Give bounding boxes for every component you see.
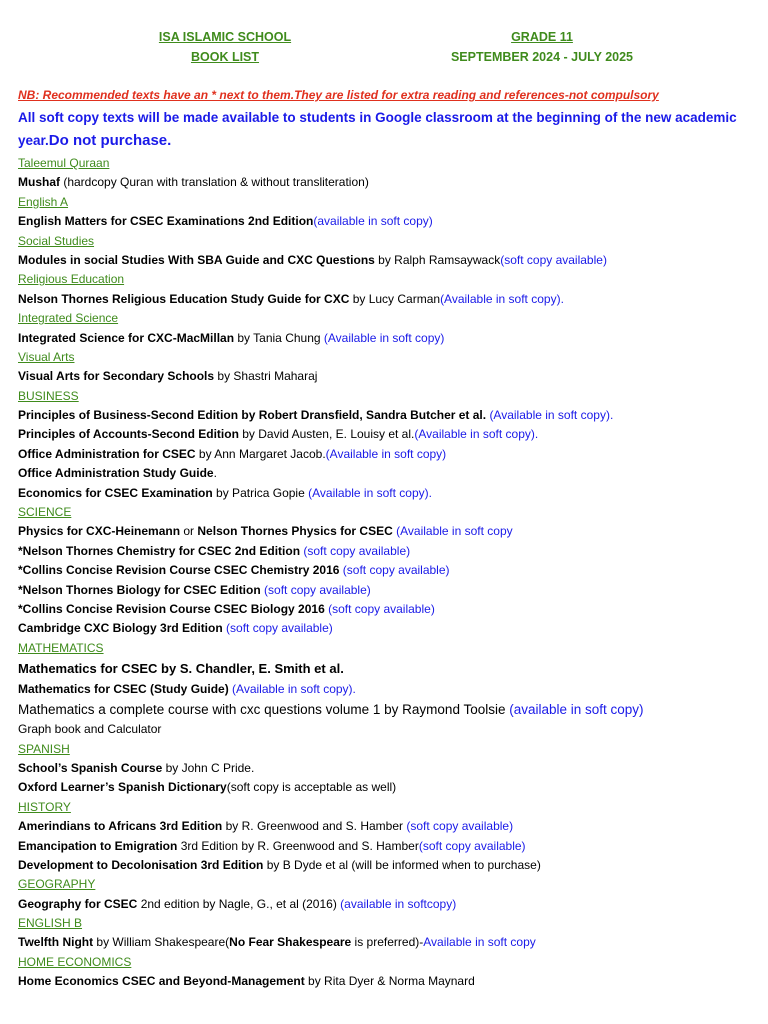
book-title: Principles of Business-Second Edition by Robert Dransfield, Sandra Butcher et al.: [18, 408, 487, 423]
section-business: BUSINESS: [18, 388, 79, 403]
availability-note: (available in soft copy): [509, 701, 644, 717]
section-home-economics: HOME ECONOMICS: [18, 954, 132, 969]
availability-note: Available in soft copy: [423, 935, 536, 950]
preferred-note: is preferred)-: [351, 935, 424, 950]
book-entry: [18, 619, 758, 638]
book-entry: [18, 425, 758, 444]
book-entry: [18, 837, 758, 856]
book-title: Visual Arts for Secondary Schools: [18, 369, 215, 384]
book-author: by Shastri Maharaj: [214, 369, 318, 384]
book-title: *Nelson Thornes Biology for CSEC Edition: [18, 582, 261, 597]
book-author: by Rita Dyer & Norma Maynard: [304, 974, 475, 989]
book-entry: [18, 658, 758, 679]
book-entry: [18, 561, 758, 580]
book-entry: [18, 522, 758, 541]
availability-note: (Available in soft copy).: [414, 427, 539, 442]
book-title: *Collins Concise Revision Course CSEC Biology 2016: [18, 601, 325, 616]
book-title: Geography for CSEC: [18, 896, 138, 911]
book-entry: [18, 600, 758, 619]
section-taleemul-quraan: Taleemul Quraan: [18, 156, 110, 170]
book-entry: [18, 406, 758, 425]
book-title: Mathematics a complete course with cxc questions volume 1 by Raymond Toolsie: [18, 701, 510, 717]
book-title: Integrated Science for CXC-MacMillan: [18, 330, 235, 345]
availability-note: (Available in soft copy).: [489, 408, 614, 423]
book-author: by William Shakespeare(: [93, 935, 230, 950]
book-author: by Lucy Carman: [349, 291, 441, 306]
section-mathematics: MATHEMATICS: [18, 640, 104, 655]
book-title: *Collins Concise Revision Course CSEC Chemistry 2016: [18, 563, 340, 578]
book-title: Emancipation to Emigration: [18, 838, 178, 853]
book-author: by Ann Margaret Jacob.: [195, 446, 326, 461]
book-author: by Patrica Gopie: [212, 485, 309, 500]
preferred-edition: No Fear Shakespeare: [229, 935, 352, 950]
book-entry: [18, 484, 758, 503]
book-list: [18, 86, 758, 992]
book-author: by Tania Chung: [234, 330, 324, 345]
book-entry: [18, 542, 758, 561]
book-entry: [18, 329, 758, 348]
book-title: Development to Decolonisation 3rd Edition: [18, 857, 264, 872]
book-title: School’s Spanish Course: [18, 760, 163, 775]
book-entry: [18, 700, 758, 721]
doc-title: BOOK LIST: [190, 50, 260, 64]
book-entry: [18, 778, 758, 797]
section-visual-arts: Visual Arts: [18, 349, 75, 364]
recommended-note: NB: Recommended texts have an * next to them.They are listed for extra reading and references-not compulsory: [18, 88, 659, 102]
book-entry: [18, 933, 758, 952]
book-author: 3rd Edition by R. Greenwood and S. Hamber: [177, 838, 419, 853]
book-entry: [18, 895, 758, 914]
book-title: English Matters for CSEC Examinations 2nd Edition: [18, 214, 314, 229]
book-entry: [18, 720, 758, 739]
availability-note: (soft copy available): [264, 582, 371, 597]
book-title: Mushaf: [18, 175, 60, 190]
grade-label: GRADE 11: [511, 30, 573, 44]
section-integrated-science: Integrated Science: [18, 311, 119, 326]
section-religious-education: Religious Education: [18, 272, 125, 287]
availability-note: (Available in soft copy): [325, 446, 447, 461]
section-history: HISTORY: [18, 799, 71, 814]
book-title: Economics for CSEC Examination: [18, 485, 213, 500]
soft-copy-text: All soft copy texts will be made available to students in Google classroom at the beginning of the new academic year.: [18, 110, 737, 148]
availability-note: (soft copy available): [406, 819, 514, 834]
availability-note: (soft copy available): [418, 838, 526, 853]
availability-note: (Available in soft copy).: [232, 682, 356, 697]
book-entry: [18, 856, 758, 875]
book-entry: [18, 212, 758, 231]
book-entry: [18, 445, 758, 464]
section-english-a: English A: [18, 194, 69, 209]
availability-note: (soft copy available): [342, 563, 450, 578]
book-entry: [18, 679, 758, 700]
book-entry: [18, 759, 758, 778]
book-entry: [18, 464, 758, 483]
section-science: SCIENCE: [18, 505, 72, 520]
availability-note: (soft copy available): [303, 543, 411, 558]
school-year: SEPTEMBER 2024 - JULY 2025: [450, 50, 634, 64]
book-title: Modules in social Studies With SBA Guide and CXC Questions: [18, 252, 375, 267]
book-entry: [18, 251, 758, 270]
section-social-studies: Social Studies: [18, 233, 95, 248]
book-author: (soft copy is acceptable as well): [226, 780, 397, 795]
book-author: .: [213, 466, 217, 481]
book-title-alt: Nelson Thornes Physics for CSEC: [197, 524, 393, 539]
availability-note: (soft copy available): [328, 601, 435, 616]
book-entry: [18, 290, 758, 309]
book-title: *Nelson Thornes Chemistry for CSEC 2nd Edition: [18, 543, 301, 558]
book-author: (hardcopy Quran with translation & without transliteration): [60, 175, 369, 190]
availability-note: (Available in soft copy): [323, 330, 445, 345]
book-author: by David Austen, E. Louisy et al.: [238, 427, 415, 442]
book-title: Mathematics for CSEC (Study Guide): [18, 682, 229, 697]
book-title: Office Administration Study Guide: [18, 466, 214, 481]
availability-note: (Available in soft copy).: [440, 291, 564, 306]
book-author: by John C Pride.: [162, 760, 255, 775]
book-author: 2nd edition by Nagle, G., et al (2016): [137, 896, 341, 911]
book-connector: or: [180, 524, 198, 539]
book-title: Oxford Learner’s Spanish Dictionary: [18, 780, 227, 795]
book-title: Cambridge CXC Biology 3rd Edition: [18, 621, 223, 636]
availability-note: (Available in soft copy).: [308, 485, 432, 500]
section-english-b: ENGLISH B: [18, 916, 83, 931]
section-geography: GEOGRAPHY: [18, 877, 96, 892]
book-author: by B Dyde et al (will be informed when to purchase): [263, 857, 541, 872]
book-entry: [18, 173, 758, 192]
book-title: Principles of Accounts-Second Edition: [18, 427, 239, 442]
book-author: by R. Greenwood and S. Hamber: [222, 819, 407, 834]
availability-note: (available in softcopy): [340, 896, 457, 911]
section-spanish: SPANISH: [18, 741, 70, 756]
book-entry: [18, 367, 758, 386]
availability-note: (soft copy available): [226, 621, 333, 636]
book-entry: [18, 817, 758, 836]
book-title: Office Administration for CSEC: [18, 446, 196, 461]
availability-note: (soft copy available): [500, 252, 607, 267]
availability-note: (Available in soft copy: [392, 524, 513, 539]
book-title: Home Economics CSEC and Beyond-Management: [18, 974, 305, 989]
book-title: Mathematics for CSEC by S. Chandler, E. Smith et al.: [18, 661, 344, 677]
book-title: Physics for CXC-Heinemann: [18, 524, 181, 539]
book-title: Nelson Thornes Religious Education Study Guide for CXC: [18, 291, 350, 306]
book-entry: [18, 581, 758, 600]
school-name: ISA ISLAMIC SCHOOL: [158, 30, 292, 44]
do-not-purchase: Do not purchase.: [48, 132, 172, 149]
book-entry: [18, 972, 758, 991]
book-title: Amerindians to Africans 3rd Edition: [18, 819, 223, 834]
availability-note: (available in soft copy): [313, 214, 433, 229]
book-author: by Ralph Ramsaywack: [374, 252, 501, 267]
book-title: Graph book and Calculator: [18, 722, 162, 737]
book-title: Twelfth Night: [18, 935, 94, 950]
soft-copy-notice: [18, 106, 758, 152]
